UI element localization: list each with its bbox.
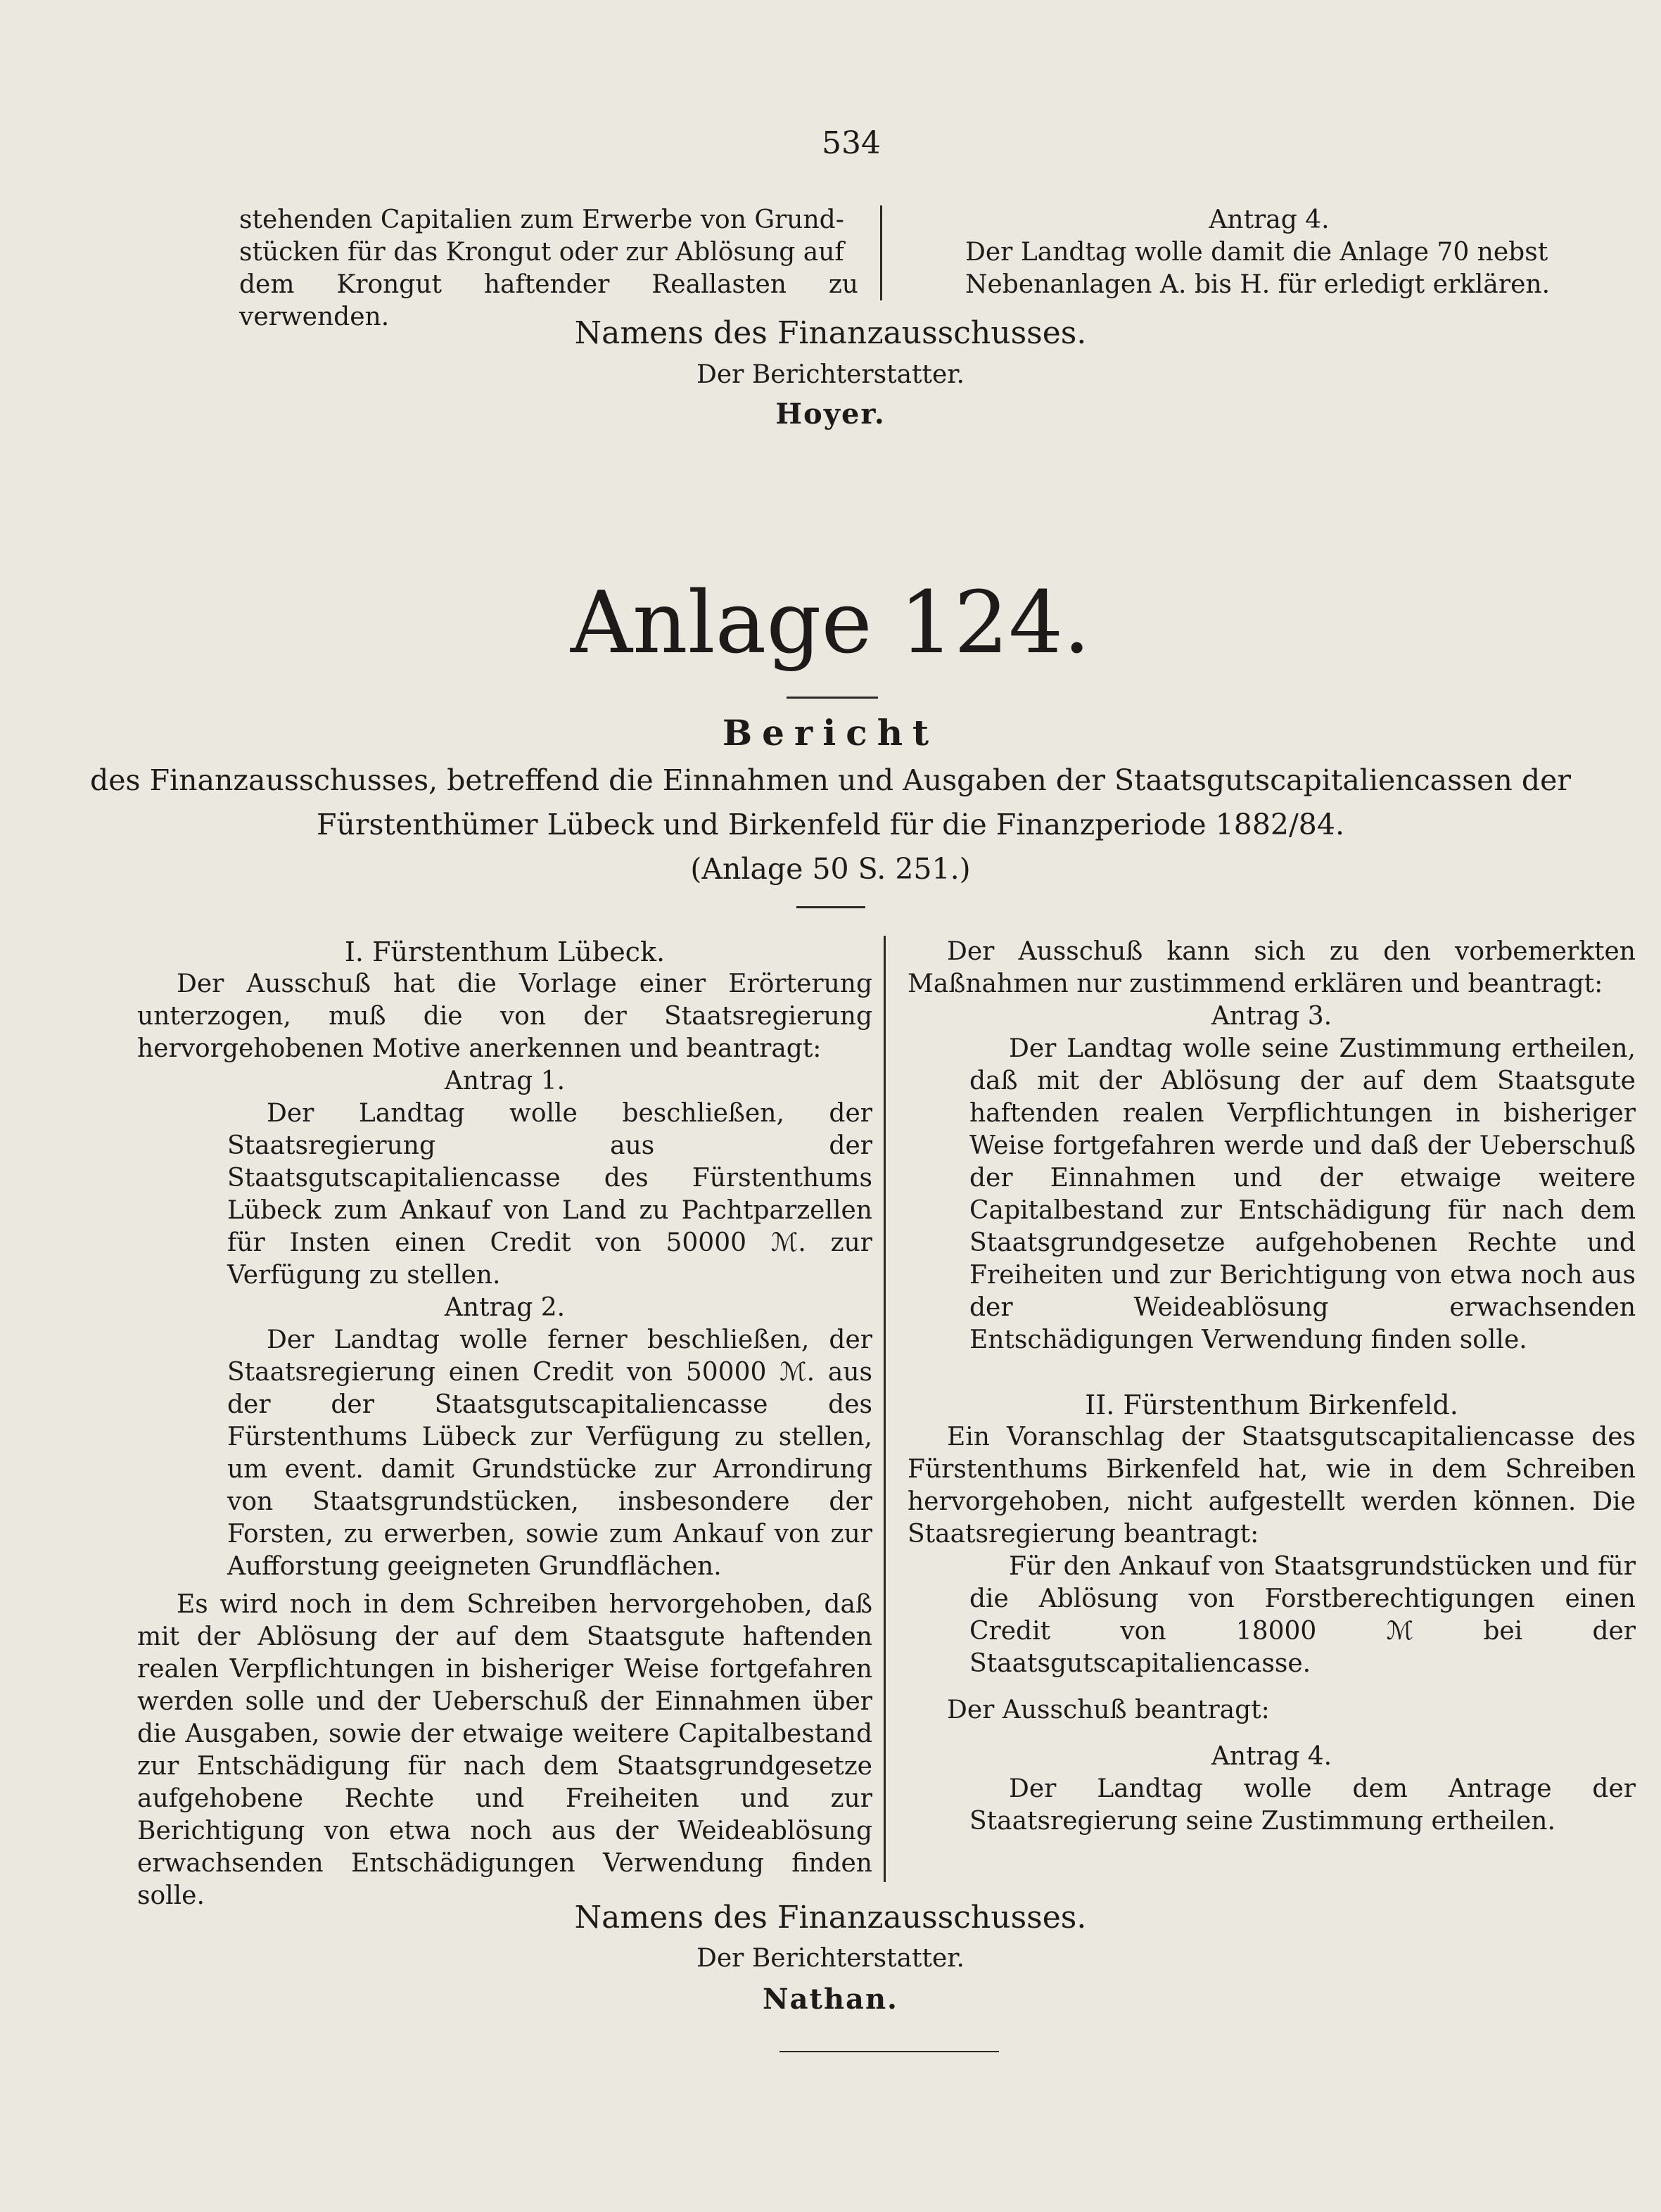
antrag-2-heading: Antrag 2. bbox=[444, 1293, 566, 1322]
birkenfeld-paragraph: Ein Voranschlag der Staatsgutscapitaliencasse des Fürstenthums Birkenfeld hat, wie in dem Schreiben hervorgehoben, nicht aufgestellt werden können. Die Staatsregierung beantragt: bbox=[908, 1423, 1636, 1549]
bottom-signature-committee: Namens des Finanzausschusses. bbox=[574, 1900, 1087, 1936]
report-reference: (Anlage 50 S. 251.) bbox=[690, 852, 971, 886]
bottom-rule bbox=[779, 2051, 999, 2052]
section-birkenfeld-heading: II. Fürstenthum Birkenfeld. bbox=[1085, 1390, 1458, 1420]
top-signature-role: Der Berichterstatter. bbox=[696, 360, 965, 389]
antrag-1-heading: Antrag 1. bbox=[444, 1067, 566, 1095]
top-left-column bbox=[239, 204, 858, 333]
committee-recommends: Der Ausschuß beantragt: bbox=[947, 1696, 1270, 1724]
top-left-line-2: stücken für das Krongut oder zur Ablösung auf bbox=[239, 238, 844, 267]
top-signature-committee: Namens des Finanzausschusses. bbox=[574, 315, 1087, 351]
birkenfeld-request: Für den Ankauf von Staatsgrundstücken und für die Ablösung von Forstberechtigungen einen Credit von 18000 ℳ bei der Staatsgutscapitaliencasse. bbox=[969, 1552, 1636, 1678]
subtitle-rule bbox=[796, 906, 865, 908]
bottom-signature-name: Nathan. bbox=[763, 1983, 898, 2016]
antrag-3-text: Der Landtag wolle seine Zustimmung ertheilen, daß mit der Ablösung der auf dem Staatsgute haftenden realen Verpflichtungen in bisheriger Weise fortgefahren werde und daß der Ueberschuß der Einnahmen und der etwaige weitere Capitalbestand zur Entschädigung für nach dem Staatsgrundgesetze aufgehobenen Rechte und Freiheiten und zur Berichtigung von etwa noch aus der Weideablösung erwachsenden Entschädigungen Verwendung finden solle. bbox=[969, 1034, 1636, 1354]
top-right-column bbox=[903, 204, 1635, 301]
section-lubeck-heading: I. Fürstenthum Lübeck. bbox=[344, 936, 666, 967]
antrag-4-heading: Antrag 4. bbox=[1211, 1742, 1332, 1771]
top-left-line-1: stehenden Capitalien zum Erwerbe von Grund- bbox=[239, 205, 844, 234]
page-number: 534 bbox=[822, 125, 881, 161]
title-rule bbox=[787, 697, 878, 699]
top-signature-name: Hoyer. bbox=[775, 398, 886, 431]
antrag-3-heading: Antrag 3. bbox=[1211, 1002, 1332, 1031]
report-subtitle-line-2: Fürstenthümer Lübeck und Birkenfeld für die Finanzperiode 1882/84. bbox=[316, 808, 1345, 841]
report-subtitle-line-1: des Finanzausschusses, betreffend die Einnahmen und Ausgaben der Staatsgutscapitaliencassen der bbox=[90, 763, 1571, 797]
top-left-line-3: dem Krongut haftender Reallasten zu verwenden. bbox=[239, 270, 858, 331]
top-column-divider bbox=[880, 205, 882, 300]
right-intro: Der Ausschuß kann sich zu den vorbemerkten Maßnahmen nur zustimmend erklären und beantragt: bbox=[908, 937, 1636, 998]
lubeck-closing: Es wird noch in dem Schreiben hervorgehoben, daß mit der Ablösung der auf dem Staatsgute haftenden realen Verpflichtungen in bisheriger Weise fortgefahren werden solle und der Ueberschuß der Einnahmen über die Ausgaben, sowie der etwaige weitere Capitalbestand zur Entschädigung für nach dem Staatsgrundgesetze aufgehobene Rechte und Freiheiten und zur Berichtigung von etwa noch aus der Weideablösung erwachsenden Entschädigungen Verwendung finden solle. bbox=[137, 1590, 872, 1910]
document-title: Anlage 124. bbox=[570, 573, 1091, 673]
lubeck-intro: Der Ausschuß hat die Vorlage einer Erörterung unterzogen, muß die von der Staatsregierung hervorgehobenen Motive anerkennen und beantragt: bbox=[137, 970, 872, 1063]
antrag-4-text: Der Landtag wolle dem Antrage der Staatsregierung seine Zustimmung ertheilen. bbox=[969, 1774, 1636, 1836]
report-heading: Bericht bbox=[722, 712, 939, 754]
top-right-line-1: Der Landtag wolle damit die Anlage 70 nebst bbox=[965, 238, 1548, 267]
bottom-signature-role: Der Berichterstatter. bbox=[696, 1944, 965, 1973]
antrag-2-text: Der Landtag wolle ferner beschließen, der Staatsregierung einen Credit von 50000 ℳ. aus der der Staatsgutscapitaliencasse des Fürstenthums Lübeck zur Verfügung zu stellen, um event. damit Grundstücke zur Arrondirung von Staatsgrundstücken, insbesondere der Forsten, zu erwerben, sowie zum Ankauf von zur Aufforstung geeigneten Grundflächen. bbox=[227, 1326, 872, 1581]
top-antrag-heading: Antrag 4. bbox=[1209, 205, 1330, 234]
antrag-1-text: Der Landtag wolle beschließen, der Staatsregierung aus der Staatsgutscapitaliencasse des Fürstenthums Lübeck zum Ankauf von Land zu Pachtparzellen für Insten einen Credit von 50000 ℳ. zur Verfügung zu stellen. bbox=[227, 1099, 872, 1290]
right-column bbox=[908, 936, 1636, 1838]
left-column bbox=[137, 936, 872, 1912]
main-column-divider bbox=[884, 936, 886, 1882]
top-right-line-2: Nebenanlagen A. bis H. für erledigt erklären. bbox=[965, 270, 1551, 299]
